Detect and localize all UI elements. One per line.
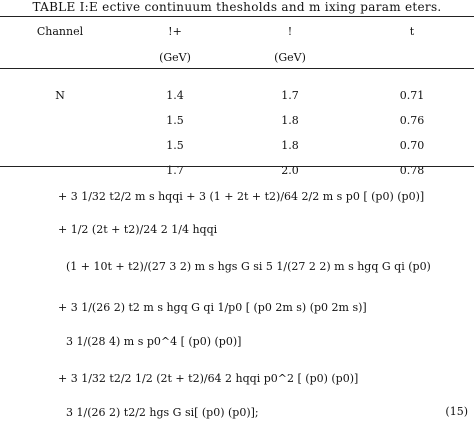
header-omega-plus: !+ — [168, 25, 182, 38]
header-t: t — [409, 25, 415, 38]
cell-channel — [0, 158, 120, 183]
equation-line: + 3 1/(26 2) t2 m s hgq G qi 1/p0 [ (p0 2m s) (p0 2m s)] — [58, 301, 367, 314]
cell-t: 0.76 — [399, 113, 425, 127]
equation-line: (1 + 10t + t2)/(27 3 2) m s hgs G si 5 1/(27 2 2) m s hgq G qi (p0) — [66, 260, 431, 273]
table-row — [0, 158, 474, 183]
unit-channel — [0, 46, 120, 69]
cell-omega: 1.8 — [281, 113, 299, 127]
unit-omega: (GeV) — [274, 50, 306, 64]
cell-omega-plus: 1.5 — [166, 113, 184, 127]
equation-line: 3 1/(26 2) t2/2 hgs G si[ (p0) (p0)]; — [66, 406, 259, 419]
cell-omega-plus: 1.7 — [166, 163, 184, 177]
equation-line: + 1/2 (2t + t2)/24 2 1/4 hqqi — [58, 223, 218, 236]
header-channel: Channel — [36, 25, 84, 38]
table-row — [0, 83, 474, 108]
table-row — [0, 133, 474, 158]
parameter-table — [0, 17, 474, 183]
equation-line: + 3 1/32 t2/2 1/2 (2t + t2)/64 2 hqqi p0^2 [ (p0) (p0)] — [58, 372, 359, 385]
table-caption: TABLE I:E ective continuum thesholds and m ixing param eters. — [32, 0, 442, 14]
cell-channel — [0, 133, 120, 158]
unit-omega-plus: (GeV) — [159, 50, 191, 64]
cell-omega-plus: 1.4 — [166, 88, 184, 102]
cell-omega: 2.0 — [281, 163, 299, 177]
table-header-row — [0, 17, 474, 46]
cell-omega: 1.7 — [281, 88, 299, 102]
cell-omega-plus: 1.5 — [166, 138, 184, 152]
cell-t: 0.71 — [399, 88, 425, 102]
table-row — [0, 108, 474, 133]
equation-line: + 3 1/32 t2/2 m s hqqi + 3 (1 + 2t + t2)/64 2/2 m s p0 [ (p0) (p0)] — [58, 190, 425, 203]
cell-channel — [0, 108, 120, 133]
equation-line: 3 1/(28 4) m s p0^4 [ (p0) (p0)] — [66, 335, 242, 348]
equation-number: (15) — [445, 405, 468, 418]
cell-omega: 1.8 — [281, 138, 299, 152]
table-units-row — [0, 46, 474, 69]
table-bottom-rule — [0, 166, 474, 167]
cell-t: 0.78 — [399, 163, 425, 177]
header-omega: ! — [287, 25, 293, 38]
unit-t — [350, 46, 474, 69]
cell-channel: N — [55, 88, 65, 102]
cell-t: 0.70 — [399, 138, 425, 152]
